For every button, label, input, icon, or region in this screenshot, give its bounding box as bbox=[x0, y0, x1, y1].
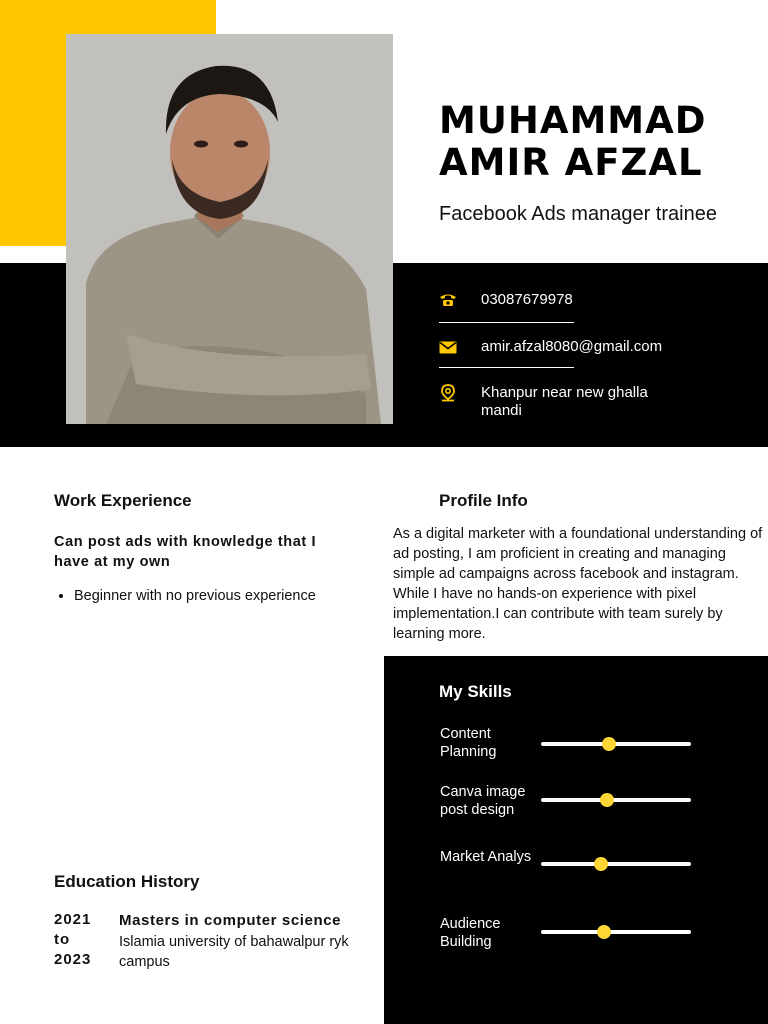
contact-divider bbox=[439, 322, 574, 323]
skill-label: Market Analys bbox=[440, 849, 532, 865]
name-line-2: AMIR AFZAL bbox=[439, 141, 703, 184]
skill-label: Audience Building bbox=[440, 916, 501, 950]
contact-phone-row bbox=[439, 291, 729, 309]
skill-slider-handle[interactable] bbox=[594, 857, 608, 871]
person-name bbox=[439, 100, 749, 184]
work-experience-heading: Work Experience bbox=[54, 491, 192, 510]
envelope-icon bbox=[439, 338, 481, 356]
skill-slider[interactable] bbox=[541, 742, 691, 746]
profile-info-heading: Profile Info bbox=[439, 491, 528, 510]
address-text: Khanpur near new ghalla mandi bbox=[481, 384, 648, 419]
phone-number[interactable]: 03087679978 bbox=[481, 291, 573, 308]
skill-slider-handle[interactable] bbox=[600, 793, 614, 807]
skill-slider[interactable] bbox=[541, 862, 691, 866]
contact-email-row bbox=[439, 338, 729, 356]
work-experience-list bbox=[54, 586, 316, 606]
education-heading: Education History bbox=[54, 872, 200, 891]
skill-slider-handle[interactable] bbox=[602, 737, 616, 751]
skill-label: Content Planning bbox=[440, 726, 497, 760]
skill-slider[interactable] bbox=[541, 930, 691, 934]
contact-address-row bbox=[439, 384, 729, 420]
contact-divider bbox=[439, 367, 574, 368]
skill-label: Canva image post design bbox=[440, 784, 526, 818]
profile-photo bbox=[66, 34, 393, 424]
list-item: • Beginner with no previous experience bbox=[74, 586, 316, 606]
profile-info-text: As a digital marketer with a foundational understanding of ad posting, I am proficient in creating and managing simple ad campaigns across facebook and instagram. While I have no hands-on experience with pixel implementation.I can contribute with team surely by learning more. bbox=[393, 526, 763, 642]
education-degree: Masters in computer science bbox=[119, 912, 342, 929]
telephone-icon bbox=[439, 291, 481, 309]
profile-photo-illustration bbox=[66, 34, 393, 424]
skills-panel bbox=[384, 656, 768, 1024]
skills-heading: My Skills bbox=[439, 682, 512, 701]
email-address[interactable]: amir.afzal8080@gmail.com bbox=[481, 338, 663, 355]
map-pin-icon bbox=[439, 384, 481, 402]
job-title: Facebook Ads manager trainee bbox=[439, 203, 717, 225]
education-years: 2021 to 2023 bbox=[54, 911, 92, 968]
work-experience-subtitle: Can post ads with knowledge that I have at my own bbox=[54, 534, 317, 570]
skill-slider-handle[interactable] bbox=[597, 925, 611, 939]
name-line-1: MUHAMMAD bbox=[439, 99, 707, 142]
education-school: Islamia university of bahawalpur ryk campus bbox=[119, 934, 349, 970]
skill-slider[interactable] bbox=[541, 798, 691, 802]
